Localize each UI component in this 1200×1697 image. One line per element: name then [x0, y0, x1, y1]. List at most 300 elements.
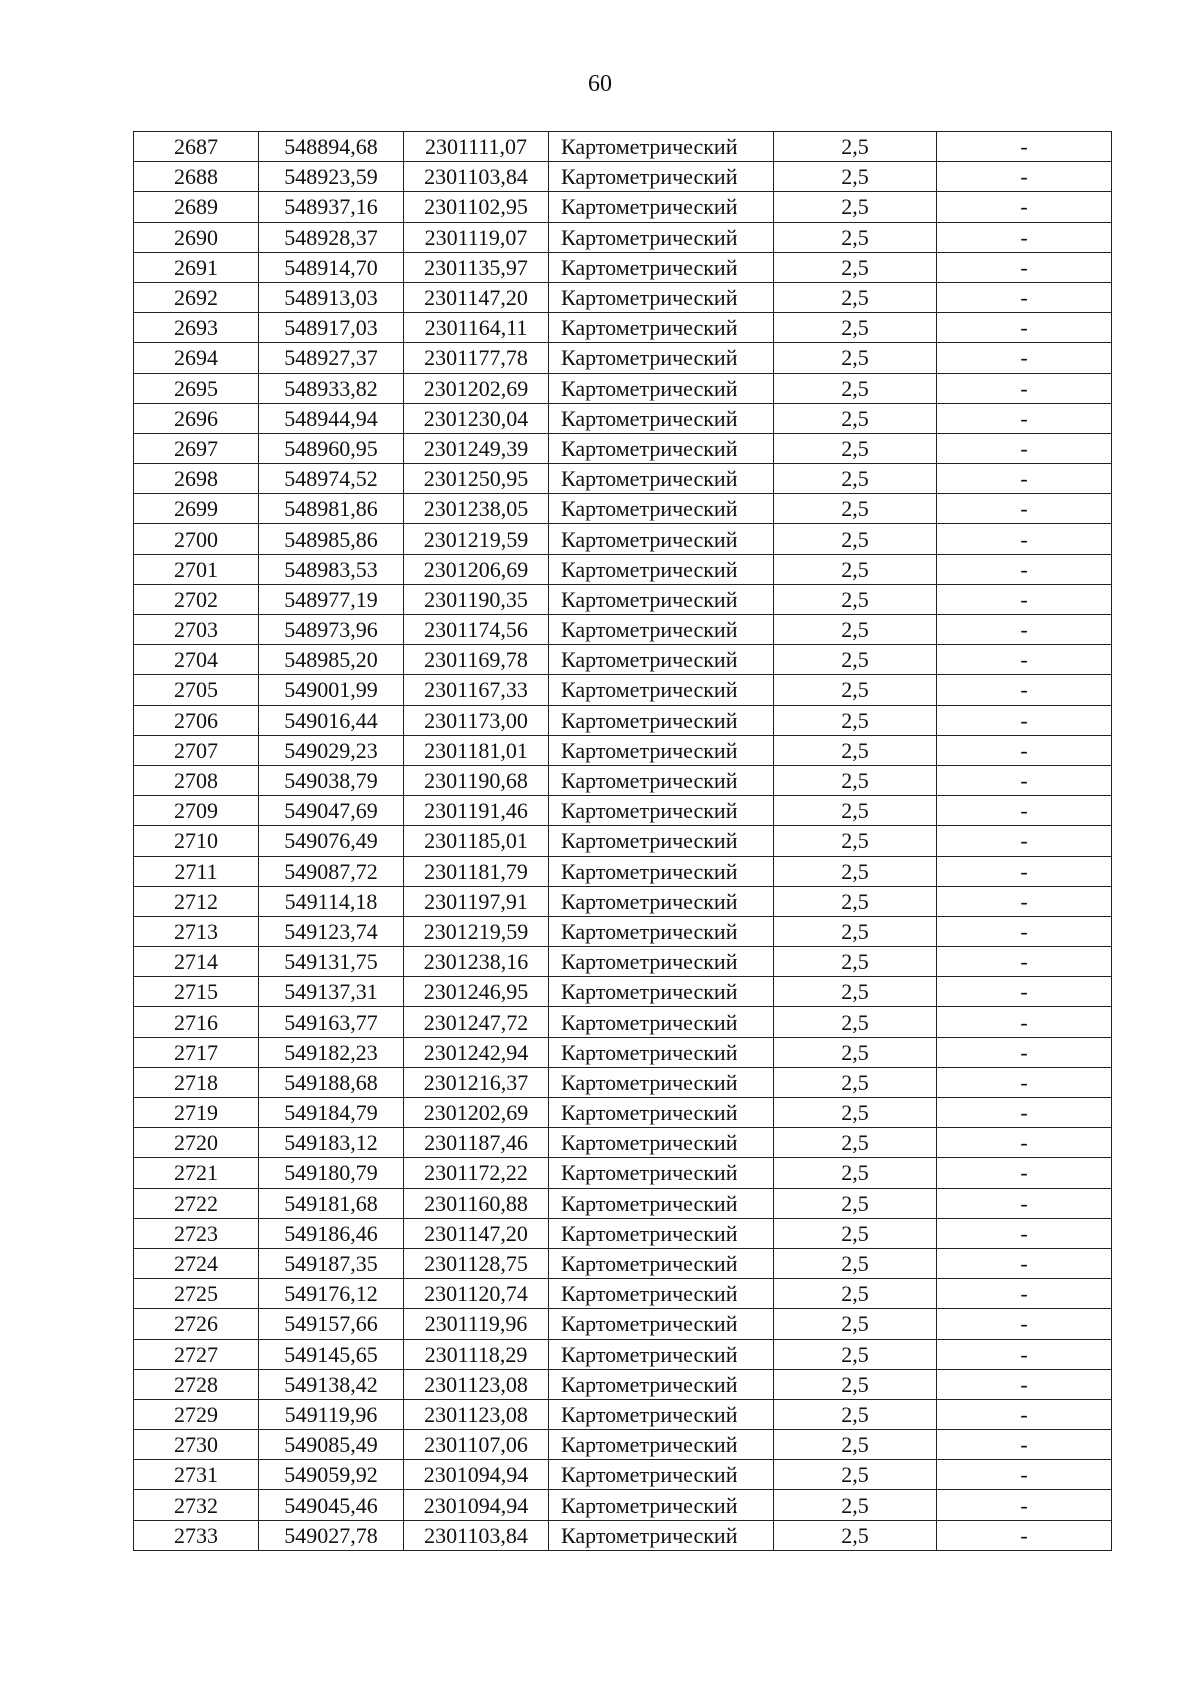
x-coordinate-cell: 549114,18: [259, 886, 404, 916]
description-cell: -: [937, 615, 1112, 645]
y-coordinate-cell: 2301197,91: [404, 886, 549, 916]
table-row: [134, 856, 1112, 886]
table-row: [134, 916, 1112, 946]
y-coordinate-cell: 2301167,33: [404, 675, 549, 705]
x-coordinate-cell: 548914,70: [259, 252, 404, 282]
y-coordinate-cell: 2301247,72: [404, 1007, 549, 1037]
y-coordinate-cell: 2301219,59: [404, 524, 549, 554]
point-number-cell: 2733: [134, 1520, 259, 1550]
y-coordinate-cell: 2301107,06: [404, 1430, 549, 1460]
method-cell: Картометрический: [549, 796, 774, 826]
x-coordinate-cell: 549059,92: [259, 1460, 404, 1490]
description-cell: -: [937, 403, 1112, 433]
description-cell: -: [937, 282, 1112, 312]
table-row: [134, 1309, 1112, 1339]
table-row: [134, 1218, 1112, 1248]
method-cell: Картометрический: [549, 947, 774, 977]
point-number-cell: 2731: [134, 1460, 259, 1490]
method-cell: Картометрический: [549, 494, 774, 524]
x-coordinate-cell: 549182,23: [259, 1037, 404, 1067]
point-number-cell: 2689: [134, 192, 259, 222]
accuracy-cell: 2,5: [774, 886, 937, 916]
table-row: [134, 1520, 1112, 1550]
y-coordinate-cell: 2301246,95: [404, 977, 549, 1007]
method-cell: Картометрический: [549, 735, 774, 765]
method-cell: Картометрический: [549, 705, 774, 735]
point-number-cell: 2688: [134, 162, 259, 192]
method-cell: Картометрический: [549, 1520, 774, 1550]
method-cell: Картометрический: [549, 1309, 774, 1339]
table-row: [134, 162, 1112, 192]
accuracy-cell: 2,5: [774, 1188, 937, 1218]
y-coordinate-cell: 2301219,59: [404, 916, 549, 946]
description-cell: -: [937, 645, 1112, 675]
method-cell: Картометрический: [549, 645, 774, 675]
description-cell: -: [937, 1158, 1112, 1188]
description-cell: -: [937, 826, 1112, 856]
x-coordinate-cell: 549183,12: [259, 1128, 404, 1158]
description-cell: -: [937, 916, 1112, 946]
y-coordinate-cell: 2301202,69: [404, 1098, 549, 1128]
accuracy-cell: 2,5: [774, 1098, 937, 1128]
y-coordinate-cell: 2301094,94: [404, 1460, 549, 1490]
point-number-cell: 2697: [134, 433, 259, 463]
y-coordinate-cell: 2301173,00: [404, 705, 549, 735]
point-number-cell: 2718: [134, 1067, 259, 1097]
point-number-cell: 2704: [134, 645, 259, 675]
x-coordinate-cell: 549137,31: [259, 977, 404, 1007]
accuracy-cell: 2,5: [774, 735, 937, 765]
x-coordinate-cell: 548923,59: [259, 162, 404, 192]
table-row: [134, 464, 1112, 494]
method-cell: Картометрический: [549, 464, 774, 494]
y-coordinate-cell: 2301242,94: [404, 1037, 549, 1067]
accuracy-cell: 2,5: [774, 162, 937, 192]
table-row: [134, 554, 1112, 584]
description-cell: -: [937, 1279, 1112, 1309]
x-coordinate-cell: 548937,16: [259, 192, 404, 222]
description-cell: -: [937, 1490, 1112, 1520]
table-row: [134, 1279, 1112, 1309]
method-cell: Картометрический: [549, 1037, 774, 1067]
table-row: [134, 705, 1112, 735]
description-cell: -: [937, 494, 1112, 524]
method-cell: Картометрический: [549, 1490, 774, 1520]
table-row: [134, 282, 1112, 312]
point-number-cell: 2725: [134, 1279, 259, 1309]
method-cell: Картометрический: [549, 282, 774, 312]
x-coordinate-cell: 549163,77: [259, 1007, 404, 1037]
table-row: [134, 765, 1112, 795]
x-coordinate-cell: 549027,78: [259, 1520, 404, 1550]
table-row: [134, 1248, 1112, 1278]
accuracy-cell: 2,5: [774, 856, 937, 886]
description-cell: -: [937, 705, 1112, 735]
point-number-cell: 2706: [134, 705, 259, 735]
description-cell: -: [937, 554, 1112, 584]
description-cell: -: [937, 1067, 1112, 1097]
method-cell: Картометрический: [549, 886, 774, 916]
table-row: [134, 675, 1112, 705]
coordinates-table: [133, 131, 1112, 1551]
point-number-cell: 2703: [134, 615, 259, 645]
method-cell: Картометрический: [549, 1399, 774, 1429]
method-cell: Картометрический: [549, 192, 774, 222]
method-cell: Картометрический: [549, 1128, 774, 1158]
point-number-cell: 2723: [134, 1218, 259, 1248]
description-cell: -: [937, 162, 1112, 192]
accuracy-cell: 2,5: [774, 282, 937, 312]
method-cell: Картометрический: [549, 524, 774, 554]
method-cell: Картометрический: [549, 252, 774, 282]
x-coordinate-cell: 549085,49: [259, 1430, 404, 1460]
y-coordinate-cell: 2301120,74: [404, 1279, 549, 1309]
accuracy-cell: 2,5: [774, 1218, 937, 1248]
x-coordinate-cell: 549157,66: [259, 1309, 404, 1339]
point-number-cell: 2727: [134, 1339, 259, 1369]
accuracy-cell: 2,5: [774, 1460, 937, 1490]
x-coordinate-cell: 549076,49: [259, 826, 404, 856]
accuracy-cell: 2,5: [774, 1430, 937, 1460]
y-coordinate-cell: 2301181,01: [404, 735, 549, 765]
y-coordinate-cell: 2301190,35: [404, 584, 549, 614]
description-cell: -: [937, 886, 1112, 916]
x-coordinate-cell: 549184,79: [259, 1098, 404, 1128]
accuracy-cell: 2,5: [774, 675, 937, 705]
y-coordinate-cell: 2301119,96: [404, 1309, 549, 1339]
accuracy-cell: 2,5: [774, 1339, 937, 1369]
point-number-cell: 2693: [134, 313, 259, 343]
y-coordinate-cell: 2301123,08: [404, 1369, 549, 1399]
x-coordinate-cell: 549186,46: [259, 1218, 404, 1248]
accuracy-cell: 2,5: [774, 524, 937, 554]
accuracy-cell: 2,5: [774, 252, 937, 282]
table-row: [134, 1188, 1112, 1218]
accuracy-cell: 2,5: [774, 1399, 937, 1429]
table-row: [134, 222, 1112, 252]
table-row: [134, 433, 1112, 463]
x-coordinate-cell: 549131,75: [259, 947, 404, 977]
y-coordinate-cell: 2301169,78: [404, 645, 549, 675]
point-number-cell: 2692: [134, 282, 259, 312]
description-cell: -: [937, 1128, 1112, 1158]
y-coordinate-cell: 2301238,16: [404, 947, 549, 977]
accuracy-cell: 2,5: [774, 765, 937, 795]
accuracy-cell: 2,5: [774, 977, 937, 1007]
method-cell: Картометрический: [549, 977, 774, 1007]
x-coordinate-cell: 549087,72: [259, 856, 404, 886]
x-coordinate-cell: 548894,68: [259, 132, 404, 162]
accuracy-cell: 2,5: [774, 615, 937, 645]
y-coordinate-cell: 2301103,84: [404, 1520, 549, 1550]
x-coordinate-cell: 549016,44: [259, 705, 404, 735]
table-row: [134, 403, 1112, 433]
point-number-cell: 2716: [134, 1007, 259, 1037]
point-number-cell: 2712: [134, 886, 259, 916]
method-cell: Картометрический: [549, 162, 774, 192]
x-coordinate-cell: 548927,37: [259, 343, 404, 373]
method-cell: Картометрический: [549, 373, 774, 403]
y-coordinate-cell: 2301147,20: [404, 282, 549, 312]
accuracy-cell: 2,5: [774, 1128, 937, 1158]
description-cell: -: [937, 1460, 1112, 1490]
point-number-cell: 2714: [134, 947, 259, 977]
point-number-cell: 2722: [134, 1188, 259, 1218]
accuracy-cell: 2,5: [774, 1067, 937, 1097]
point-number-cell: 2702: [134, 584, 259, 614]
method-cell: Картометрический: [549, 1188, 774, 1218]
method-cell: Картометрический: [549, 132, 774, 162]
y-coordinate-cell: 2301164,11: [404, 313, 549, 343]
method-cell: Картометрический: [549, 765, 774, 795]
accuracy-cell: 2,5: [774, 1007, 937, 1037]
y-coordinate-cell: 2301187,46: [404, 1128, 549, 1158]
x-coordinate-cell: 549145,65: [259, 1339, 404, 1369]
table-row: [134, 1430, 1112, 1460]
description-cell: -: [937, 524, 1112, 554]
accuracy-cell: 2,5: [774, 192, 937, 222]
method-cell: Картометрический: [549, 1067, 774, 1097]
point-number-cell: 2707: [134, 735, 259, 765]
method-cell: Картометрический: [549, 826, 774, 856]
x-coordinate-cell: 549038,79: [259, 765, 404, 795]
point-number-cell: 2699: [134, 494, 259, 524]
description-cell: -: [937, 796, 1112, 826]
method-cell: Картометрический: [549, 615, 774, 645]
method-cell: Картометрический: [549, 403, 774, 433]
x-coordinate-cell: 549181,68: [259, 1188, 404, 1218]
y-coordinate-cell: 2301216,37: [404, 1067, 549, 1097]
y-coordinate-cell: 2301181,79: [404, 856, 549, 886]
accuracy-cell: 2,5: [774, 464, 937, 494]
point-number-cell: 2694: [134, 343, 259, 373]
x-coordinate-cell: 548928,37: [259, 222, 404, 252]
accuracy-cell: 2,5: [774, 1490, 937, 1520]
method-cell: Картометрический: [549, 1098, 774, 1128]
accuracy-cell: 2,5: [774, 403, 937, 433]
y-coordinate-cell: 2301191,46: [404, 796, 549, 826]
point-number-cell: 2698: [134, 464, 259, 494]
description-cell: -: [937, 222, 1112, 252]
method-cell: Картометрический: [549, 1460, 774, 1490]
description-cell: -: [937, 132, 1112, 162]
y-coordinate-cell: 2301135,97: [404, 252, 549, 282]
y-coordinate-cell: 2301177,78: [404, 343, 549, 373]
table-row: [134, 1339, 1112, 1369]
x-coordinate-cell: 548985,20: [259, 645, 404, 675]
y-coordinate-cell: 2301206,69: [404, 554, 549, 584]
y-coordinate-cell: 2301249,39: [404, 433, 549, 463]
accuracy-cell: 2,5: [774, 1520, 937, 1550]
table-row: [134, 132, 1112, 162]
x-coordinate-cell: 548983,53: [259, 554, 404, 584]
table-row: [134, 1128, 1112, 1158]
point-number-cell: 2705: [134, 675, 259, 705]
table-row: [134, 1369, 1112, 1399]
description-cell: -: [937, 584, 1112, 614]
y-coordinate-cell: 2301103,84: [404, 162, 549, 192]
y-coordinate-cell: 2301160,88: [404, 1188, 549, 1218]
x-coordinate-cell: 549187,35: [259, 1248, 404, 1278]
point-number-cell: 2721: [134, 1158, 259, 1188]
y-coordinate-cell: 2301102,95: [404, 192, 549, 222]
point-number-cell: 2691: [134, 252, 259, 282]
description-cell: -: [937, 1218, 1112, 1248]
x-coordinate-cell: 549029,23: [259, 735, 404, 765]
table-row: [134, 524, 1112, 554]
accuracy-cell: 2,5: [774, 1248, 937, 1278]
accuracy-cell: 2,5: [774, 584, 937, 614]
y-coordinate-cell: 2301118,29: [404, 1339, 549, 1369]
method-cell: Картометрический: [549, 1369, 774, 1399]
method-cell: Картометрический: [549, 1339, 774, 1369]
description-cell: -: [937, 977, 1112, 1007]
point-number-cell: 2726: [134, 1309, 259, 1339]
method-cell: Картометрический: [549, 584, 774, 614]
point-number-cell: 2728: [134, 1369, 259, 1399]
point-number-cell: 2701: [134, 554, 259, 584]
description-cell: -: [937, 1248, 1112, 1278]
table-row: [134, 252, 1112, 282]
x-coordinate-cell: 548985,86: [259, 524, 404, 554]
description-cell: -: [937, 1520, 1112, 1550]
method-cell: Картометрический: [549, 856, 774, 886]
table-row: [134, 735, 1112, 765]
x-coordinate-cell: 548977,19: [259, 584, 404, 614]
accuracy-cell: 2,5: [774, 916, 937, 946]
method-cell: Картометрический: [549, 554, 774, 584]
x-coordinate-cell: 549138,42: [259, 1369, 404, 1399]
method-cell: Картометрический: [549, 313, 774, 343]
x-coordinate-cell: 549001,99: [259, 675, 404, 705]
y-coordinate-cell: 2301111,07: [404, 132, 549, 162]
y-coordinate-cell: 2301230,04: [404, 403, 549, 433]
point-number-cell: 2700: [134, 524, 259, 554]
description-cell: -: [937, 1037, 1112, 1067]
accuracy-cell: 2,5: [774, 1158, 937, 1188]
method-cell: Картометрический: [549, 1158, 774, 1188]
x-coordinate-cell: 548974,52: [259, 464, 404, 494]
description-cell: -: [937, 373, 1112, 403]
y-coordinate-cell: 2301238,05: [404, 494, 549, 524]
point-number-cell: 2695: [134, 373, 259, 403]
table-row: [134, 645, 1112, 675]
point-number-cell: 2720: [134, 1128, 259, 1158]
description-cell: -: [937, 1309, 1112, 1339]
description-cell: -: [937, 856, 1112, 886]
page-number: 60: [588, 71, 612, 97]
y-coordinate-cell: 2301128,75: [404, 1248, 549, 1278]
table-row: [134, 977, 1112, 1007]
table-row: [134, 1158, 1112, 1188]
y-coordinate-cell: 2301202,69: [404, 373, 549, 403]
description-cell: -: [937, 192, 1112, 222]
x-coordinate-cell: 548960,95: [259, 433, 404, 463]
method-cell: Картометрический: [549, 1248, 774, 1278]
accuracy-cell: 2,5: [774, 373, 937, 403]
table-row: [134, 373, 1112, 403]
y-coordinate-cell: 2301123,08: [404, 1399, 549, 1429]
table-row: [134, 343, 1112, 373]
accuracy-cell: 2,5: [774, 1309, 937, 1339]
method-cell: Картометрический: [549, 343, 774, 373]
table-row: [134, 1037, 1112, 1067]
accuracy-cell: 2,5: [774, 494, 937, 524]
point-number-cell: 2709: [134, 796, 259, 826]
description-cell: -: [937, 1430, 1112, 1460]
accuracy-cell: 2,5: [774, 554, 937, 584]
table-row: [134, 1067, 1112, 1097]
x-coordinate-cell: 548913,03: [259, 282, 404, 312]
accuracy-cell: 2,5: [774, 1037, 937, 1067]
table-row: [134, 584, 1112, 614]
x-coordinate-cell: 549180,79: [259, 1158, 404, 1188]
description-cell: -: [937, 252, 1112, 282]
table-row: [134, 494, 1112, 524]
method-cell: Картометрический: [549, 916, 774, 946]
x-coordinate-cell: 548981,86: [259, 494, 404, 524]
table-row: [134, 1098, 1112, 1128]
description-cell: -: [937, 1339, 1112, 1369]
method-cell: Картометрический: [549, 1279, 774, 1309]
table-row: [134, 313, 1112, 343]
description-cell: -: [937, 675, 1112, 705]
coordinates-table-body: [134, 132, 1112, 1551]
point-number-cell: 2696: [134, 403, 259, 433]
point-number-cell: 2732: [134, 1490, 259, 1520]
point-number-cell: 2724: [134, 1248, 259, 1278]
method-cell: Картометрический: [549, 1007, 774, 1037]
point-number-cell: 2708: [134, 765, 259, 795]
x-coordinate-cell: 548917,03: [259, 313, 404, 343]
table-row: [134, 1399, 1112, 1429]
point-number-cell: 2711: [134, 856, 259, 886]
point-number-cell: 2719: [134, 1098, 259, 1128]
point-number-cell: 2729: [134, 1399, 259, 1429]
point-number-cell: 2717: [134, 1037, 259, 1067]
x-coordinate-cell: 549047,69: [259, 796, 404, 826]
method-cell: Картометрический: [549, 1218, 774, 1248]
table-row: [134, 615, 1112, 645]
description-cell: -: [937, 735, 1112, 765]
description-cell: -: [937, 1399, 1112, 1429]
y-coordinate-cell: 2301174,56: [404, 615, 549, 645]
description-cell: -: [937, 313, 1112, 343]
table-row: [134, 1460, 1112, 1490]
table-row: [134, 947, 1112, 977]
description-cell: -: [937, 1369, 1112, 1399]
accuracy-cell: 2,5: [774, 222, 937, 252]
point-number-cell: 2715: [134, 977, 259, 1007]
point-number-cell: 2690: [134, 222, 259, 252]
description-cell: -: [937, 765, 1112, 795]
x-coordinate-cell: 549123,74: [259, 916, 404, 946]
point-number-cell: 2687: [134, 132, 259, 162]
accuracy-cell: 2,5: [774, 343, 937, 373]
accuracy-cell: 2,5: [774, 1279, 937, 1309]
y-coordinate-cell: 2301094,94: [404, 1490, 549, 1520]
y-coordinate-cell: 2301147,20: [404, 1218, 549, 1248]
accuracy-cell: 2,5: [774, 313, 937, 343]
description-cell: -: [937, 343, 1112, 373]
method-cell: Картометрический: [549, 675, 774, 705]
accuracy-cell: 2,5: [774, 826, 937, 856]
method-cell: Картометрический: [549, 222, 774, 252]
accuracy-cell: 2,5: [774, 1369, 937, 1399]
table-row: [134, 1007, 1112, 1037]
y-coordinate-cell: 2301119,07: [404, 222, 549, 252]
y-coordinate-cell: 2301250,95: [404, 464, 549, 494]
